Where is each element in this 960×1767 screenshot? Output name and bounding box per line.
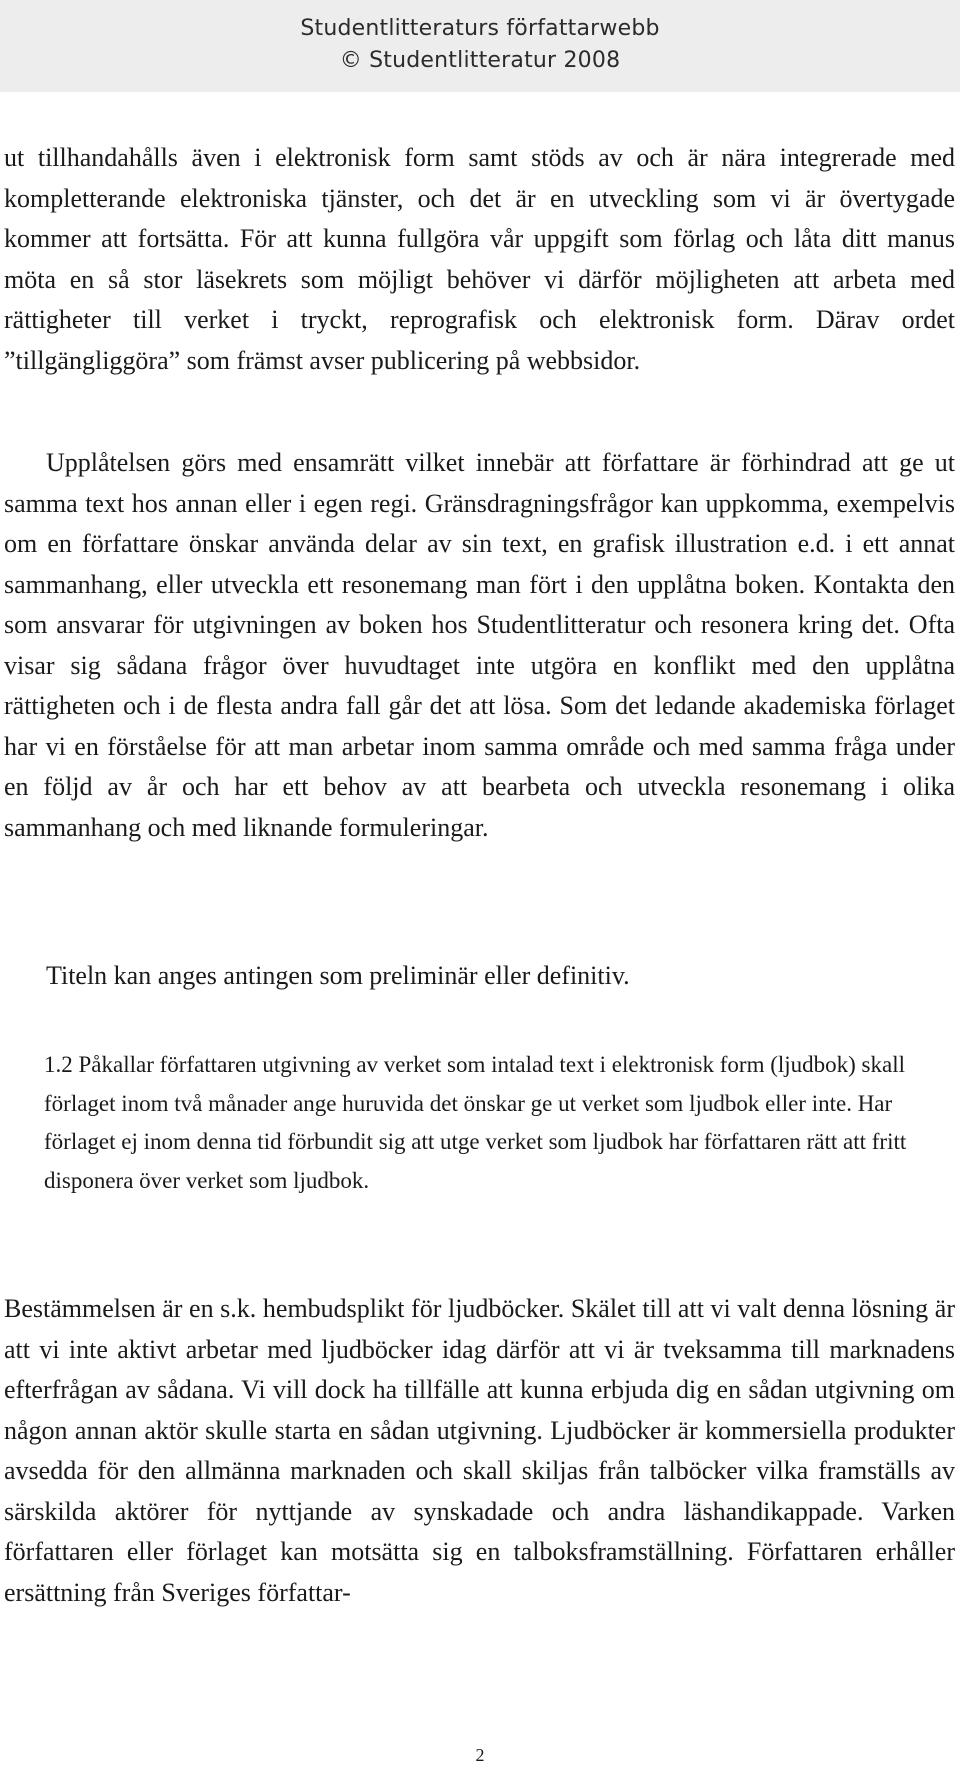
copyright-notice: © Studentlitteratur 2008 [339, 48, 621, 73]
body-paragraph-1: ut tillhandahålls även i elektronisk form samt stöds av och är nära integrerade med kompletterande elektroniska tjänster, och det är en utveckling som vi är övertygade kommer att fortsätta. För att kunna fullgöra vår uppgift som förlag och låta ditt manus möta en så stor läsekrets som möjligt behöver vi därför möjligheten att arbeta med rättigheter till verket i tryckt, reprografisk och elektronisk form. Därav ordet ”tillgängliggöra” som främst avser publicering på webbsidor. [4, 143, 955, 375]
page-number: 2 [475, 1745, 485, 1765]
page-header [0, 0, 960, 92]
body-paragraph-3: Titeln kan anges antingen som preliminär eller definitiv. [46, 961, 630, 990]
contract-clause-1-2: 1.2 Påkallar författaren utgivning av verket som intalad text i elektronisk form (ljudbok) skall förlaget inom två månader ange huruvida det önskar ge ut verket som ljudbok eller inte. Har förlaget ej inom denna tid förbundit sig att utge verket som ljudbok har författaren rätt att fritt disponera över verket som ljudbok. [44, 1052, 907, 1193]
body-paragraph-2: Upplåtelsen görs med ensamrätt vilket innebär att författare är förhindrad att ge ut samma text hos annan eller i egen regi. Gränsdragningsfrågor kan uppkomma, exempelvis om en författare önskar använda delar av sin text, en grafisk illustration e.d. i ett annat sammanhang, eller utveckla ett resonemang man fört i den upplåtna boken. Kontakta den som ansvarar för utgivningen av boken hos Studentlitteratur och resonera kring det. Ofta visar sig sådana frågor över huvudtaget inte utgöra en konflikt med den upplåtna rättigheten och i de flesta andra fall går det att lösa. Som det ledande akademiska förlaget har vi en förståelse för att man arbetar inom samma område och med samma fråga under en följd av år och har ett behov av att bearbeta och utveckla resonemang i olika sammanhang och med liknande formuleringar. [4, 448, 955, 842]
publisher-title: Studentlitteraturs författarwebb [300, 16, 660, 41]
body-paragraph-4: Bestämmelsen är en s.k. hembudsplikt för ljudböcker. Skälet till att vi valt denna lösning är att vi inte aktivt arbetar med ljudböcker idag därför att vi är tveksamma till marknadens efterfrågan av sådana. Vi vill dock ha tillfälle att kunna erbjuda dig en sådan utgivning om någon annan aktör skulle starta en sådan utgivning. Ljudböcker är kommersiella produkter avsedda för den allmänna marknaden och skall skiljas från talböcker vilka framställs av särskilda aktörer för nyttjande av synskadade och andra läshandikappade. Varken författaren eller förlaget kan motsätta sig en talboksframställning. Författaren erhåller ersättning från Sveriges författar- [4, 1294, 955, 1607]
